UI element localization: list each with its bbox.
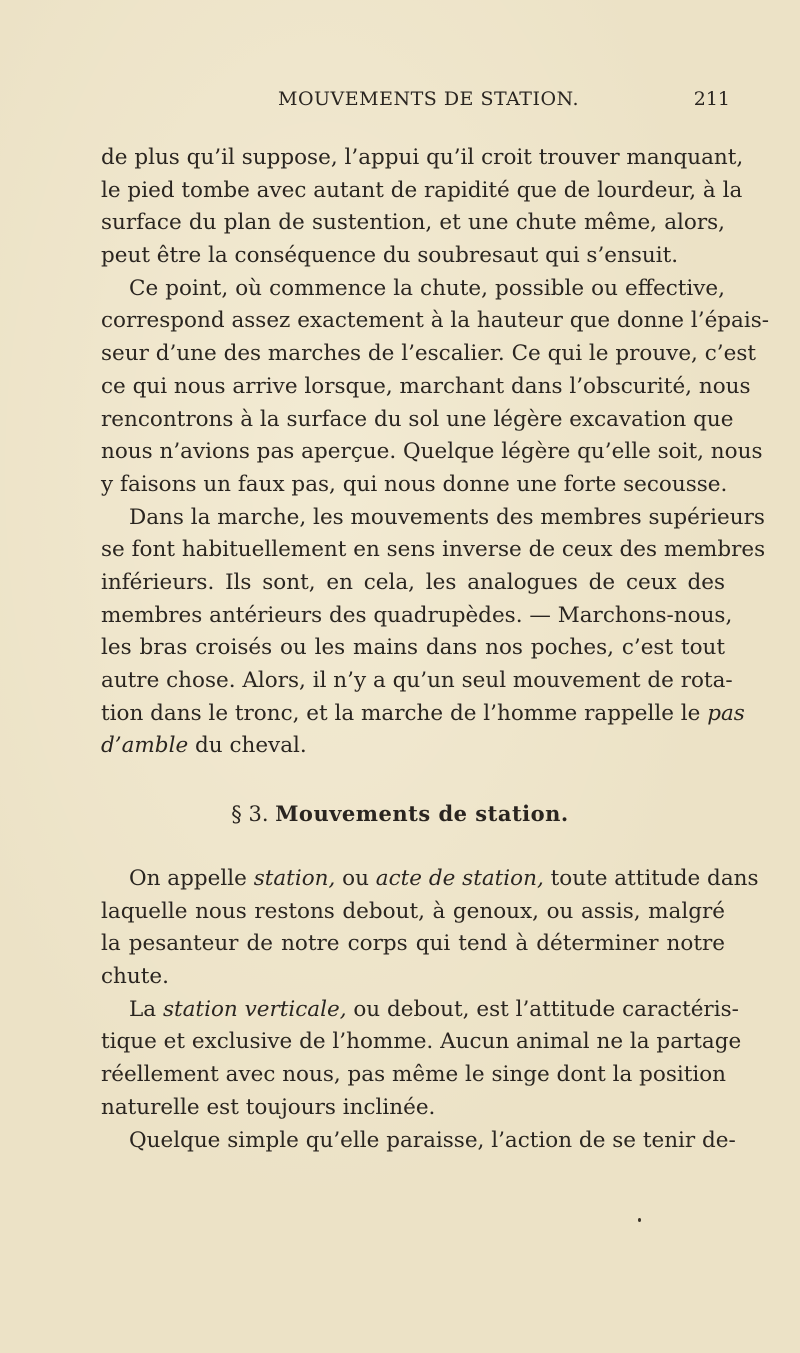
text-line — [101, 698, 745, 731]
text-line: surface du plan de sustention, et une chute même, alors, — [101, 210, 725, 236]
text-line: correspond assez exactement à la hauteur que donne l’épais- — [101, 308, 770, 334]
text-line: inférieurs. Ils sont, en cela, les analogues de ceux des — [101, 569, 725, 595]
italic-word: pas — [707, 700, 745, 726]
running-title: MOUVEMENTS DE STATION. — [278, 88, 579, 110]
text-run: ou debout, est l’attitude caractéris- — [346, 996, 739, 1022]
text-line: tique et exclusive de l’homme. Aucun animal ne la partage — [101, 1029, 742, 1055]
italic-term: acte de station, — [375, 866, 544, 891]
text-line — [101, 730, 725, 763]
text-line: réellement avec nous, pas même le singe dont la position — [101, 1062, 727, 1088]
text-block-lower — [101, 863, 759, 1157]
text-line: la pesanteur de notre corps qui tend à déterminer notre — [101, 931, 725, 957]
text-line: naturelle est toujours inclinée. — [101, 1094, 436, 1120]
text-line: Quelque simple qu’elle paraisse, l’action de se tenir de- — [129, 1127, 736, 1153]
text-line — [101, 994, 739, 1027]
text-run: La — [129, 996, 163, 1022]
text-line: membres antérieurs des quadrupèdes. — Marchons-nous, — [101, 602, 733, 628]
text-line: chute. — [101, 964, 169, 990]
text-line: se font habituellement en sens inverse de ceux des membres — [101, 537, 766, 563]
text-line: nous n’avions pas aperçue. Quelque légère qu’elle soit, nous — [101, 439, 763, 465]
text-run: du cheval. — [188, 733, 307, 759]
text-block-upper — [101, 142, 770, 763]
text-line: ce qui nous arrive lorsque, marchant dans l’obscurité, nous — [101, 373, 751, 399]
italic-word: d’amble — [101, 733, 189, 759]
text-line: peut être la conséquence du soubresaut qui s’ensuit. — [101, 243, 679, 269]
text-line: rencontrons à la surface du sol une légère excavation que — [101, 406, 734, 432]
text-run: tion dans le tronc, et la marche de l’homme rappelle le — [101, 700, 708, 726]
text-line: autre chose. Alors, il n’y a qu’un seul mouvement de rota- — [101, 668, 733, 693]
page-header — [278, 84, 730, 114]
text-run: On appelle — [129, 866, 254, 891]
text-line — [101, 863, 759, 896]
text-run: ou — [335, 866, 376, 891]
page-number: 211 — [693, 88, 730, 110]
italic-term: station, — [253, 866, 336, 891]
text-line: le pied tombe avec autant de rapidité que de lourdeur, à la — [101, 177, 743, 203]
section-heading — [0, 798, 800, 830]
section-title: Mouvements de station. — [275, 801, 569, 826]
text-line: laquelle nous restons debout, à genoux, ou assis, malgré — [101, 898, 725, 924]
text-line: seur d’une des marches de l’escalier. Ce qui le prouve, c’est — [101, 341, 756, 367]
italic-term: station verticale, — [162, 996, 347, 1022]
section-number: § 3. — [231, 802, 269, 826]
text-line: Dans la marche, les mouvements des membres supérieurs — [129, 504, 765, 530]
text-run: toute attitude dans — [543, 866, 759, 891]
text-line: y faisons un faux pas, qui nous donne une forte secousse. — [101, 471, 728, 497]
paper-speck — [638, 1218, 641, 1222]
text-line: Ce point, où commence la chute, possible ou effective, — [129, 275, 725, 301]
text-line: de plus qu’il suppose, l’appui qu’il croit trouver manquant, — [101, 145, 744, 170]
text-line: les bras croisés ou les mains dans nos poches, c’est tout — [101, 635, 725, 661]
